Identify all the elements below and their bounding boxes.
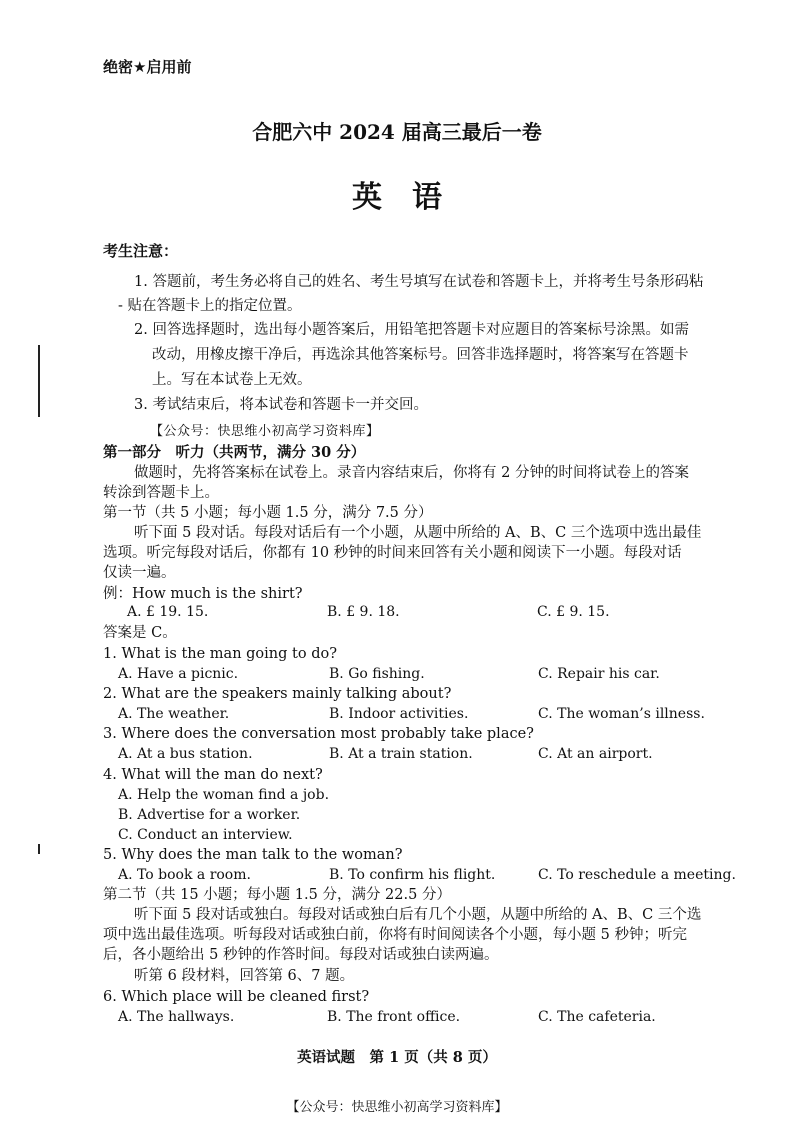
page-footer: 英语试题 第 1 页（共 8 页） (297, 1049, 497, 1066)
question-5: 5. Why does the man talk to the woman? (103, 847, 403, 863)
margin-mark-line (38, 345, 40, 417)
question-2: 2. What are the speakers mainly talking about? (103, 686, 452, 702)
section1-instructions-line-3: 仅读一遍。 (103, 565, 176, 581)
notice-item-1-line-1: 1. 答题前，考生务必将自己的姓名、考生号填写在试卷和答题卡上，并将考生号条形码粘 (134, 274, 704, 290)
notice-item-2-line-2: 改动，用橡皮擦干净后，再选涂其他答案标号。回答非选择题时，将答案写在答题卡 (152, 347, 689, 363)
notice-heading: 考生注意： (103, 242, 179, 260)
question-3-option-b: B. At a train station. (329, 746, 473, 762)
question-2-option-a: A. The weather. (118, 706, 230, 722)
question-4-option-a: A. Help the woman find a job. (118, 787, 330, 803)
question-1-option-a: A. Have a picnic. (118, 666, 239, 682)
notice-item-1-line-2: - 贴在答题卡上的指定位置。 (118, 298, 302, 314)
question-6-option-a: A. The hallways. (118, 1009, 235, 1025)
question-2-option-b: B. Indoor activities. (329, 706, 469, 722)
exam-title: 合肥六中 2024 届高三最后一卷 (252, 120, 542, 144)
example-option-b: B. £ 9. 18. (327, 604, 400, 620)
part1-heading: 第一部分 听力（共两节，满分 30 分） (103, 444, 366, 461)
example-option-a: A. £ 19. 15. (127, 604, 209, 620)
question-6-option-c: C. The cafeteria. (538, 1009, 656, 1025)
section2-instructions-line-3: 后，各小题给出 5 秒钟的作答时间。每段对话或独白读两遍。 (103, 947, 499, 963)
notice-watermark: 【公众号：快思维小初高学习资料库】 (150, 424, 380, 439)
question-1: 1. What is the man going to do? (103, 646, 337, 662)
question-3: 3. Where does the conversation most probably take place? (103, 726, 534, 742)
question-6: 6. Which place will be cleaned first? (103, 989, 370, 1005)
section2-material: 听第 6 段材料，回答第 6、7 题。 (134, 968, 355, 984)
question-4-option-b: B. Advertise for a worker. (118, 807, 301, 823)
question-3-option-c: C. At an airport. (538, 746, 653, 762)
margin-mark-dash (38, 844, 40, 854)
question-5-option-a: A. To book a room. (118, 867, 251, 883)
example-option-c: C. £ 9. 15. (537, 604, 610, 620)
question-4-option-c: C. Conduct an interview. (118, 827, 293, 843)
question-6-option-b: B. The front office. (327, 1009, 461, 1025)
question-5-option-b: B. To confirm his flight. (329, 867, 496, 883)
example-question: 例：How much is the shirt? (103, 586, 303, 602)
notice-item-2-line-3: 上。写在本试卷上无效。 (152, 372, 312, 388)
subject-title: 英语 (352, 180, 472, 215)
question-5-option-c: C. To reschedule a meeting. (538, 867, 736, 883)
notice-item-2-line-1: 2. 回答选择题时，选出每小题答案后，用铅笔把答题卡对应题目的答案标号涂黑。如需 (134, 322, 689, 338)
example-answer: 答案是 C。 (103, 625, 177, 641)
notice-item-3: 3. 考试结束后，将本试卷和答题卡一并交回。 (134, 397, 428, 413)
question-1-option-c: C. Repair his car. (538, 666, 660, 682)
part1-intro-line-1: 做题时，先将答案标在试卷上。录音内容结束后，你将有 2 分钟的时间将试卷上的答案 (134, 465, 689, 481)
notice-item-1-line-2-text: 贴在答题卡上的指定位置。 (127, 298, 302, 314)
question-2-option-c: C. The woman’s illness. (538, 706, 705, 722)
question-4: 4. What will the man do next? (103, 767, 323, 783)
confidential-label: 绝密★启用前 (103, 58, 192, 76)
section1-instructions-line-1: 听下面 5 段对话。每段对话后有一个小题，从题中所给的 A、B、C 三个选项中选出最佳 (134, 525, 702, 541)
question-3-option-a: A. At a bus station. (118, 746, 253, 762)
section1-heading: 第一节（共 5 小题；每小题 1.5 分，满分 7.5 分） (103, 505, 433, 521)
section2-instructions-line-1: 听下面 5 段对话或独白。每段对话或独白后有几个小题，从题中所给的 A、B、C 三个选 (134, 907, 702, 923)
section2-heading: 第二节（共 15 小题；每小题 1.5 分，满分 22.5 分） (103, 887, 451, 903)
section2-instructions-line-2: 项中选出最佳选项。听每段对话或独白前，你将有时间阅读各个小题，每小题 5 秒钟；听完 (103, 927, 687, 943)
bottom-watermark: 【公众号：快思维小初高学习资料库】 (286, 1100, 508, 1115)
part1-intro-line-2: 转涂到答题卡上。 (103, 485, 219, 501)
section1-instructions-line-2: 选项。听完每段对话后，你都有 10 秒钟的时间来回答有关小题和阅读下一小题。每段对话 (103, 545, 682, 561)
question-1-option-b: B. Go fishing. (329, 666, 425, 682)
